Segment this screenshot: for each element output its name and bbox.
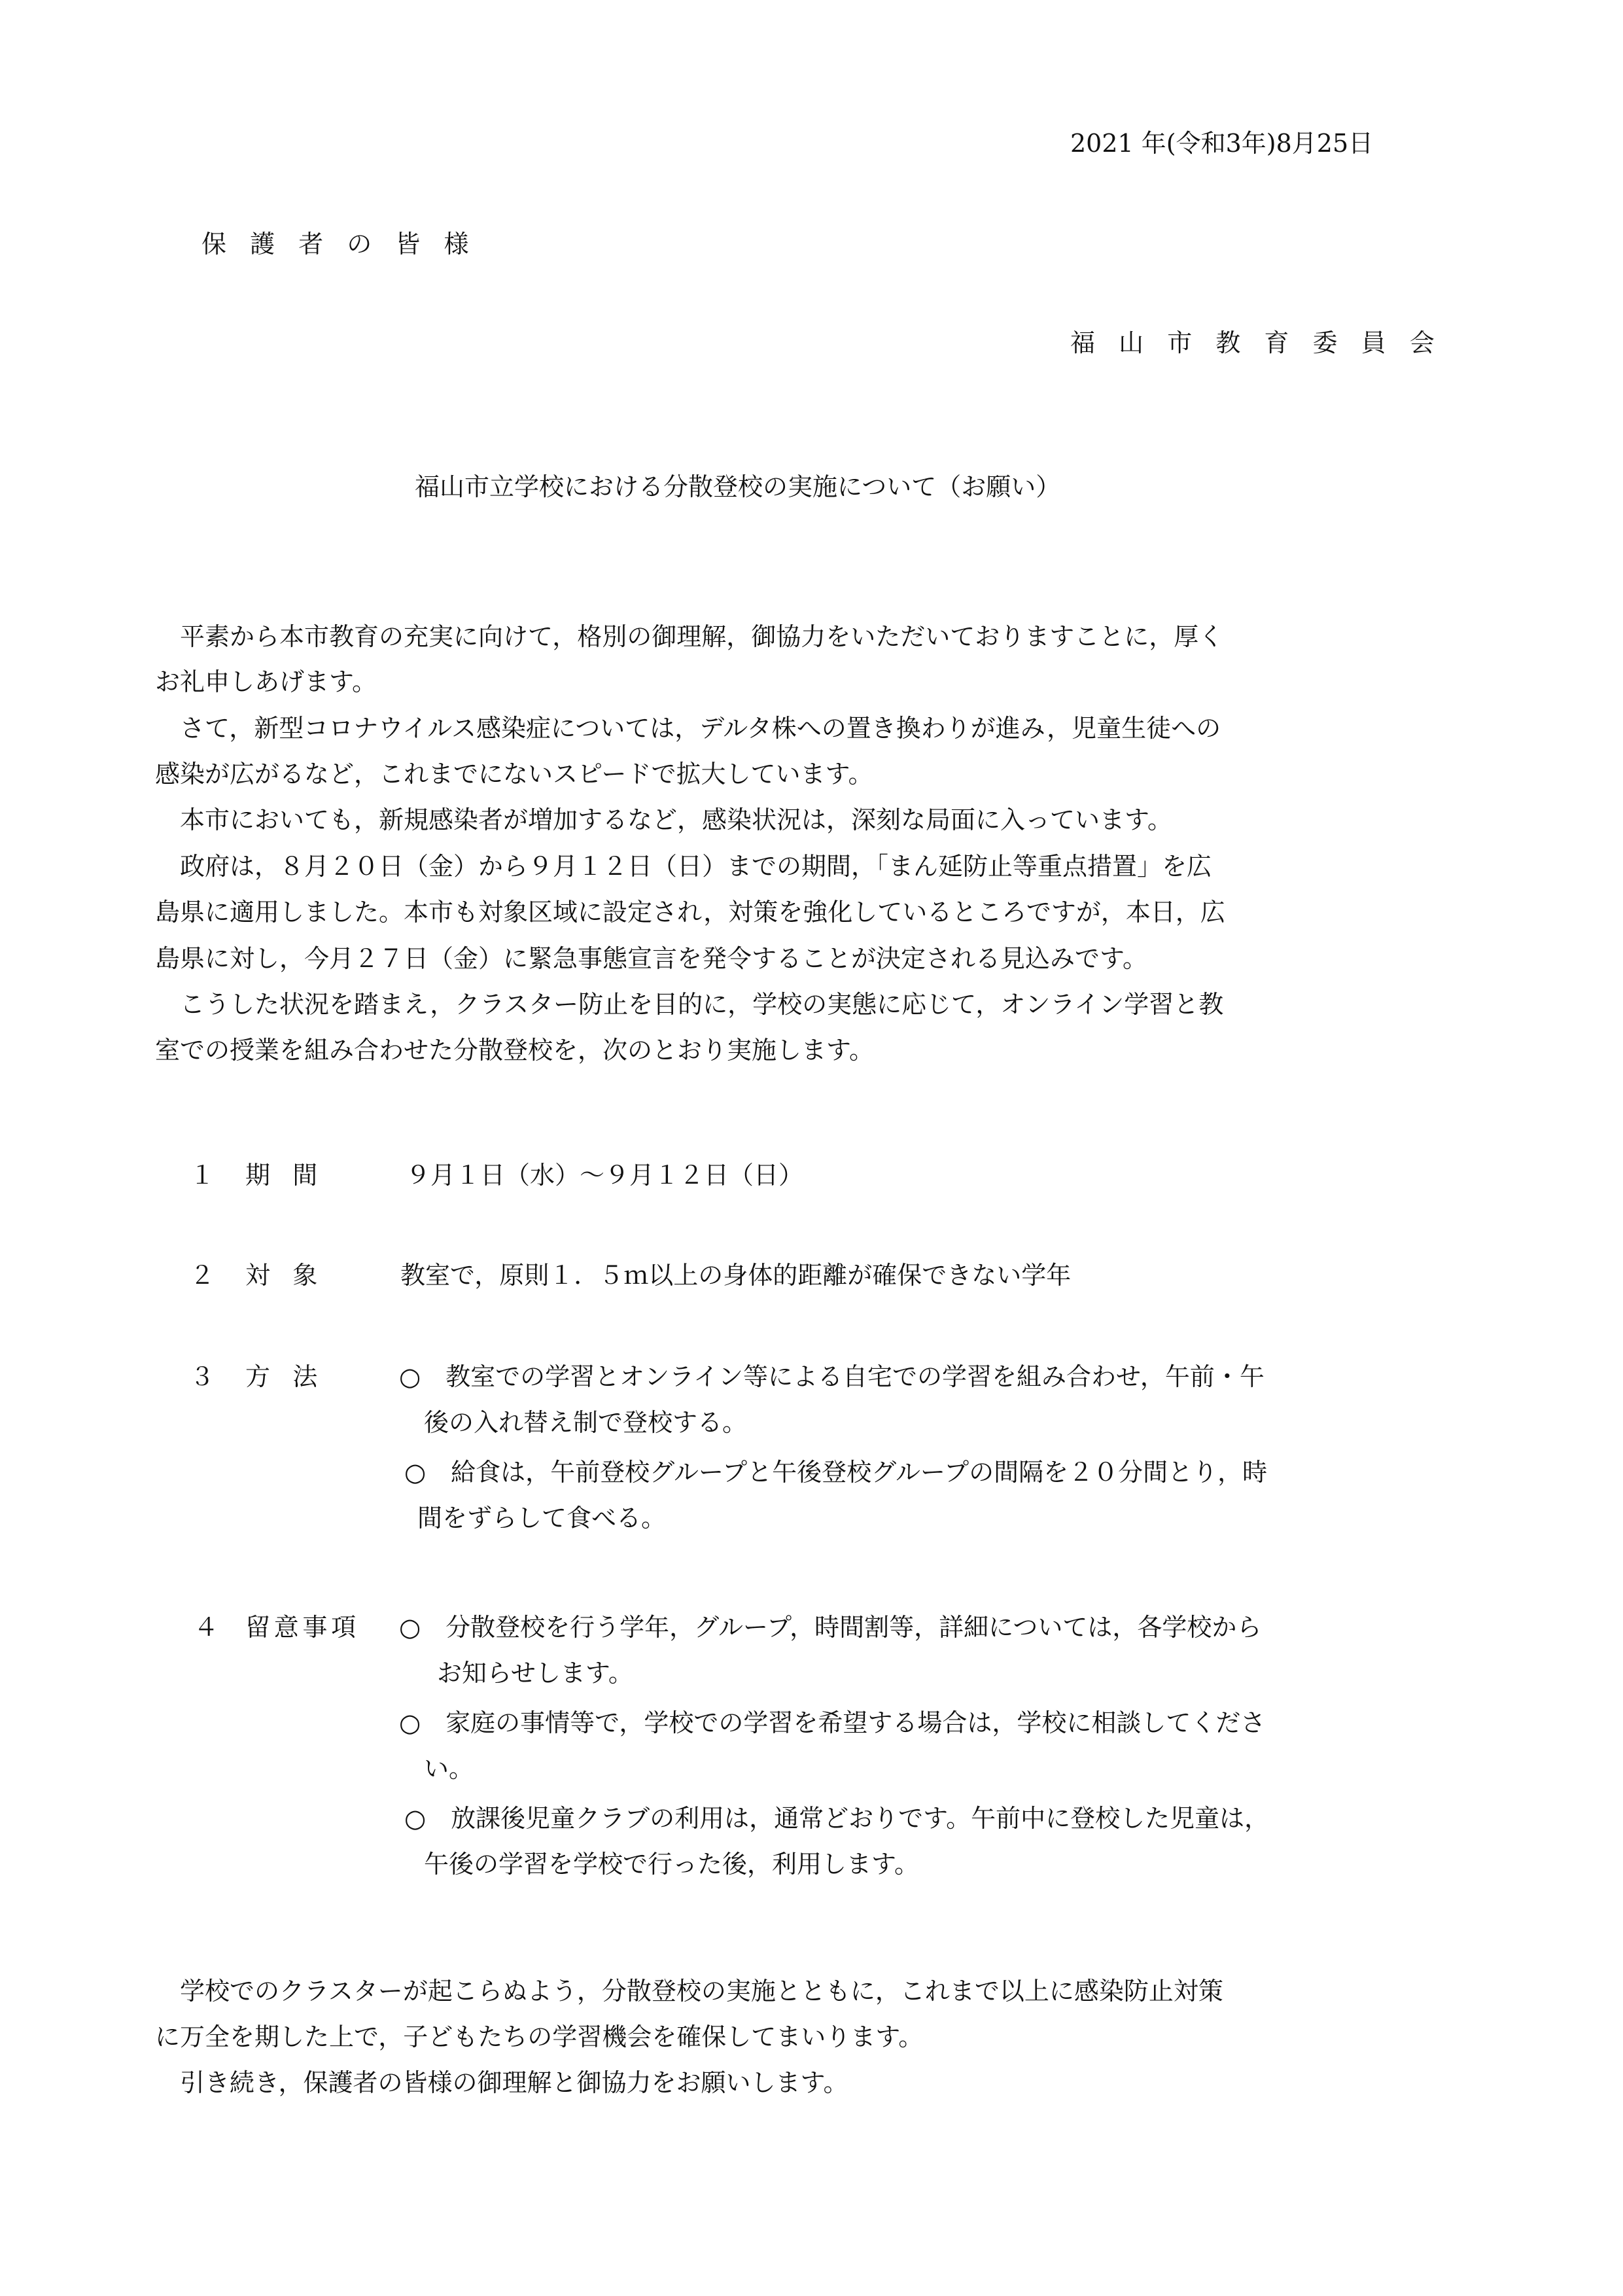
intro-p1-line2: お礼申しあげます。: [155, 667, 377, 696]
document-date: 2021 年(令和3年)8月25日: [1070, 129, 1374, 158]
intro-p4-line3: 島県に対し，今月２７日（金）に緊急事態宣言を発令することが決定される見込みです。: [155, 944, 1147, 973]
item-4-bullet-3-line1: ○ 放課後児童クラブの利用は，通常どおりです。午前中に登校した児童は，: [404, 1804, 1270, 1833]
item-4-number: ４: [194, 1613, 219, 1642]
item-4-label: 留意事項: [245, 1613, 360, 1642]
item-3-bullet-2-line1: ○ 給食は，午前登校グループと午後登校グループの間隔を２０分間とり，時: [404, 1458, 1268, 1487]
item-3-label: 方法: [245, 1362, 340, 1391]
item-3: [0, 1364, 1623, 1561]
item-3-bullet-1-line2: 後の入れ替え制で登校する。: [424, 1408, 748, 1437]
addressee: 保護者の皆様: [201, 230, 493, 258]
intro-p3-line1: 本市においても，新規感染者が増加するなど，感染状況は，深刻な局面に入っています。: [155, 805, 1172, 834]
item-2-content: 教室で，原則１．５ｍ以上の身体的距離が確保できない学年: [400, 1261, 1072, 1290]
item-2: [0, 1263, 1623, 1296]
item-4-bullet-3-line2: 午後の学習を学校で行った後，利用します。: [424, 1850, 919, 1879]
closing-p1-line2: に万全を期した上で，子どもたちの学習機会を確保してまいります。: [155, 2022, 924, 2051]
item-2-label: 対象: [245, 1261, 340, 1290]
item-3-bullet-1-line1: ○ 教室での学習とオンライン等による自宅での学習を組み合わせ，午前・午: [399, 1362, 1265, 1391]
item-4-bullet-2-line2: い。: [424, 1754, 474, 1783]
item-4: [0, 1615, 1623, 1890]
intro-p4-line1: 政府は，８月２０日（金）から９月１２日（日）までの期間，「まん延防止等重点措置」を広: [155, 852, 1212, 881]
item-1-label: 期間: [245, 1161, 340, 1190]
item-3-number: ３: [190, 1362, 215, 1391]
item-1-content: ９月１日（水）～９月１２日（日）: [406, 1161, 804, 1190]
item-4-bullet-2-line1: ○ 家庭の事情等で，学校での学習を希望する場合は，学校に相談してくださ: [399, 1708, 1266, 1737]
document-title: 福山市立学校における分散登校の実施について（お願い）: [415, 472, 1061, 501]
item-1: [0, 1163, 1623, 1195]
item-2-number: ２: [190, 1261, 215, 1290]
intro-p2-line2: 感染が広がるなど，これまでにないスピードで拡大しています。: [155, 760, 873, 788]
intro-p2-line1: さて，新型コロナウイルス感染症については，デルタ株への置き換わりが進み，児童生徒への: [155, 714, 1221, 743]
intro-p4-line2: 島県に適用しました。本市も対象区域に設定され，対策を強化しているところですが，本日，広: [155, 898, 1225, 927]
intro-p5-line1: こうした状況を踏まえ，クラスター防止を目的に，学校の実態に応じて，オンライン学習と教: [155, 990, 1224, 1019]
item-4-bullet-1-line1: ○ 分散登校を行う学年，グループ，時間割等，詳細については，各学校から: [399, 1613, 1262, 1642]
item-3-bullet-2-line2: 間をずらして食べる。: [417, 1504, 667, 1532]
closing-p1-line1: 学校でのクラスターが起こらぬよう，分散登校の実施とともに，これまで以上に感染防止対策: [155, 1977, 1223, 2005]
item-1-number: １: [190, 1161, 215, 1190]
intro-p1-line1: 平素から本市教育の充実に向けて，格別の御理解，御協力をいただいておりますことに，厚く: [155, 622, 1224, 651]
intro-p5-line2: 室での授業を組み合わせた分散登校を，次のとおり実施します。: [155, 1036, 874, 1065]
item-4-bullet-1-line2: お知らせします。: [437, 1659, 633, 1687]
sender: 福山市教育委員会: [1070, 328, 1458, 357]
closing-p2-line1: 引き続き，保護者の皆様の御理解と御協力をお願いします。: [155, 2068, 848, 2097]
